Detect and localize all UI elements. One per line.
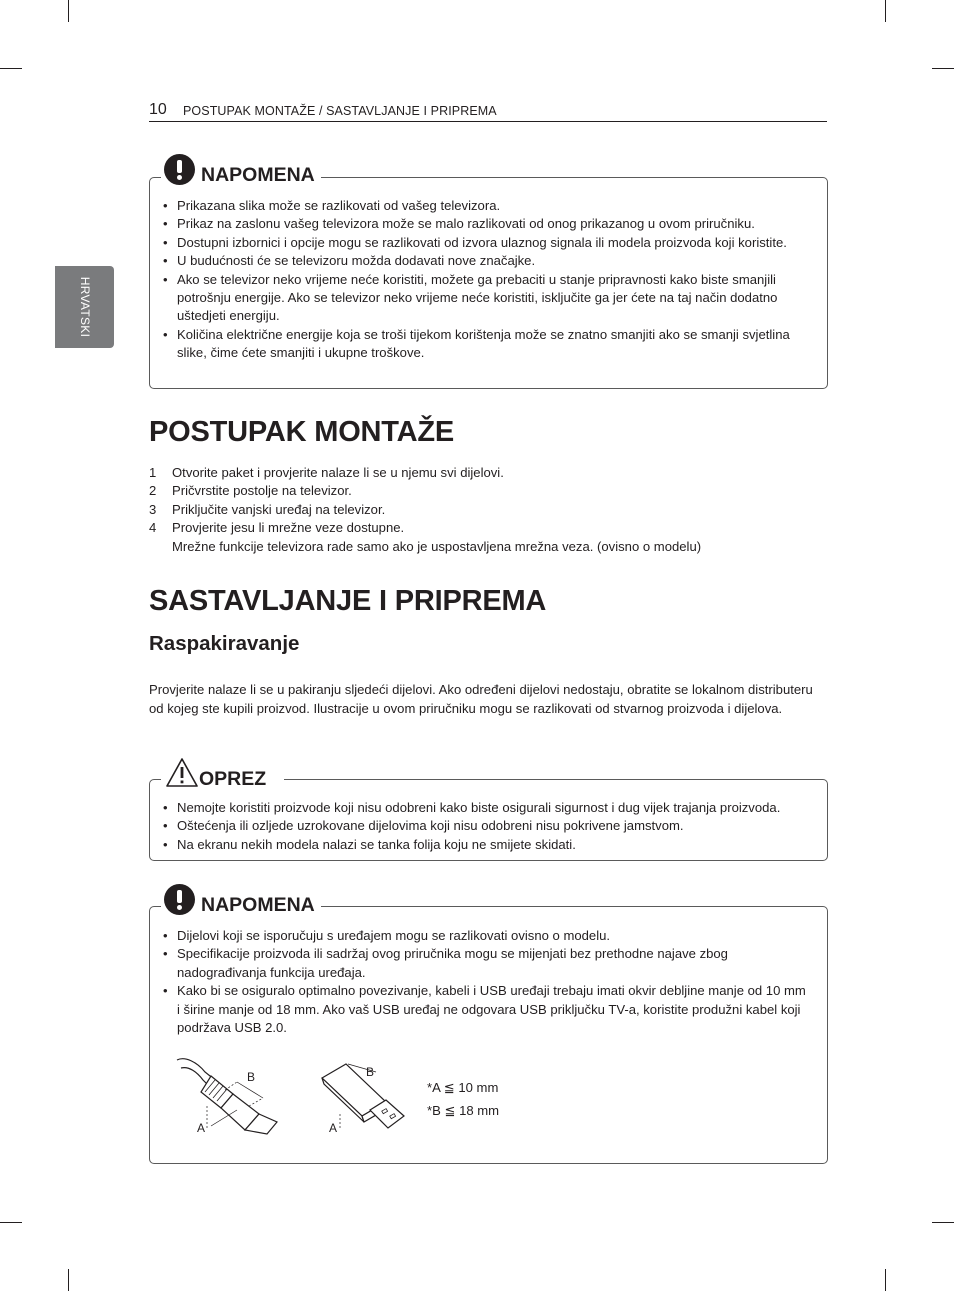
step-text: Priključite vanjski uređaj na televizor. <box>172 501 386 517</box>
usb-label-a: A <box>329 1121 338 1135</box>
list-item <box>149 482 701 500</box>
list-item: • Kako bi se osiguralo optimalno povezivanje, kabeli i USB uređaji trebaju imati okvir debljine manje od 10 mm i širine manje od 18 mm. Ako vaš USB uređaj ne odgovara USB priključku TV-a, koristite produžni kabel koji podržava USB 2.0. <box>163 982 811 1037</box>
list-item: • Nemojte koristiti proizvode koji nisu odobreni kako biste osigurali sigurnost i dug vijek trajanja proizvoda. <box>163 799 811 817</box>
step-number: 2 <box>149 483 157 499</box>
crop-mark <box>932 1222 954 1223</box>
step-number: 1 <box>149 465 157 480</box>
exclamation-icon <box>164 154 195 185</box>
list-item <box>149 501 701 519</box>
list-item: • Dijelovi koji se isporučuju s uređajem mogu se razlikovati ovisno o modelu. <box>163 927 811 945</box>
page-header <box>149 100 827 122</box>
note-label: NAPOMENA <box>161 894 321 917</box>
crop-mark <box>68 1269 69 1291</box>
crop-mark <box>68 0 69 22</box>
list-item: • Prikaz na zaslonu vašeg televizora može se malo razlikovati od onog prikazanog u ovom priručniku. <box>163 215 811 233</box>
note-list <box>163 927 811 1037</box>
subsection-title: Raspakiravanje <box>149 632 300 655</box>
usb-stick-diagram <box>320 1058 416 1138</box>
spec-a: *A ≦ 10 mm <box>427 1080 499 1095</box>
list-item <box>149 519 701 556</box>
list-item: • Na ekranu nekih modela nalazi se tanka folija koju ne smijete skidati. <box>163 836 811 854</box>
list-item: • Prikazana slika može se razlikovati od vašeg televizora. <box>163 197 811 215</box>
caution-label: OPREZ <box>161 768 284 791</box>
list-item: • Dostupni izbornici i opcije mogu se razlikovati od izvora ulaznog signala ili modela proizvoda koji koristite. <box>163 234 811 252</box>
spec-b: *B ≦ 18 mm <box>427 1103 500 1118</box>
note-list <box>163 197 811 363</box>
page-number: 10 <box>149 101 167 118</box>
warning-icon <box>165 757 199 788</box>
list-item: • Oštećenja ili ozljede uzrokovane dijelovima koji nisu odobreni nisu pokrivene jamstvom. <box>163 817 811 835</box>
crop-mark <box>0 68 22 69</box>
list-item: • U budućnosti će se televizoru možda dodavati nove značajke. <box>163 252 811 270</box>
step-text: Otvorite paket i provjerite nalaze li se u njemu svi dijelovi. <box>172 465 504 480</box>
caution-list <box>163 799 811 854</box>
step-number: 4 <box>149 520 157 536</box>
crop-mark <box>0 1222 22 1223</box>
list-item: • Količina električne energije koja se troši tijekom korištenja može se znatno smanjiti ako se smanji svjetlina slike, čime ćete smanjiti i ukupne troškove. <box>163 326 811 363</box>
crop-mark <box>932 68 954 69</box>
step-text: Provjerite jesu li mrežne veze dostupne. <box>172 520 405 536</box>
steps-list <box>149 464 701 556</box>
hdmi-cable-diagram <box>175 1052 285 1136</box>
section-title: SASTAVLJANJE I PRIPREMA <box>149 585 547 617</box>
note-label: NAPOMENA <box>161 164 321 187</box>
step-number: 3 <box>149 501 157 517</box>
language-tab-label: HRVATSKI <box>77 276 92 338</box>
section-title: POSTUPAK MONTAŽE <box>149 416 455 448</box>
list-item <box>149 464 701 482</box>
language-tab <box>55 266 114 348</box>
exclamation-icon <box>164 884 195 915</box>
intro-paragraph: Provjerite nalaze li se u pakiranju sljedeći dijelovi. Ako određeni dijelovi nedostaju, obratite se lokalnom distributeru od kojeg ste kupili proizvod. Ilustracije u ovom priručniku mogu se razlikovati od stvarnog proizvoda i dijelova. <box>149 682 813 717</box>
step-text: Pričvrstite postolje na televizor. <box>172 483 352 499</box>
header-title: POSTUPAK MONTAŽE / SASTAVLJANJE I PRIPREMA <box>183 104 497 118</box>
list-item: • Specifikacije proizvoda ili sadržaj ovog priručnika mogu se mijenjati bez prethodne najave zbog nadograđivanja funkcija uređaja. <box>163 945 811 982</box>
usb-label-b: B <box>366 1065 375 1079</box>
step-note: Mrežne funkcije televizora rade samo ako je uspostavljena mrežna veza. (ovisno o modelu) <box>172 538 702 554</box>
hdmi-label-b: B <box>247 1070 256 1084</box>
hdmi-label-a: A <box>197 1121 206 1135</box>
crop-mark <box>885 1269 886 1291</box>
crop-mark <box>885 0 886 22</box>
list-item: • Ako se televizor neko vrijeme neće koristiti, možete ga prebaciti u stanje pripravnosti kako biste smanjili potrošnju energije. Ako se televizor neko vrijeme neće koristiti, isključite ga jer ćete na taj način dodatno uštedjeti energiju. <box>163 271 811 326</box>
